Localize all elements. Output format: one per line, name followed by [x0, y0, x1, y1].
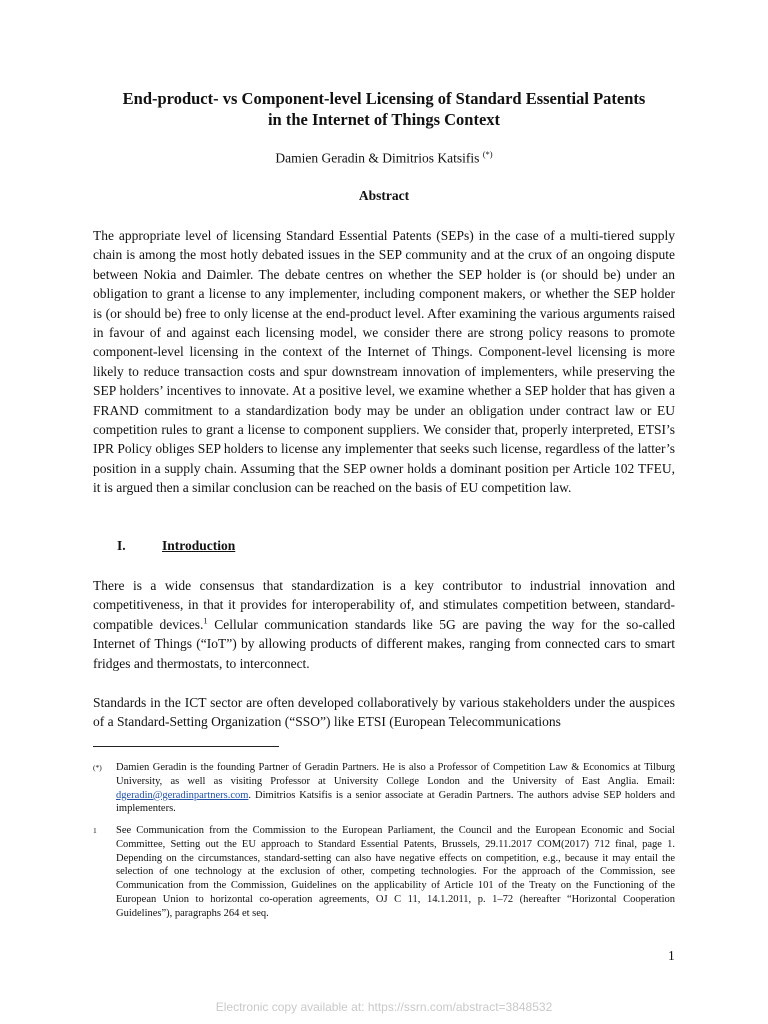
- section-title: Introduction: [162, 538, 236, 553]
- page-number: 1: [668, 948, 675, 963]
- footnote-author-text-b: . Dimitrios Katsifis is a senior associate at Geradin Partners. The authors advise SEP holders and implementers.: [116, 789, 675, 815]
- title-line-2: in the Internet of Things Context: [267, 110, 501, 129]
- ssrn-watermark: Electronic copy available at: https://ssrn.com/abstract=3848532: [215, 1000, 553, 1014]
- footnote-divider: [93, 746, 279, 747]
- footnote-author: [93, 761, 675, 816]
- paper-title: [60, 88, 708, 130]
- intro-p1-text-a: There is a wide consensus that standardization is a key contributor to industrial innovation and competitiveness, in that it provides for interoperability of, and stimulates competition between, standard-compatible devices.: [93, 578, 675, 632]
- author-line: [0, 149, 768, 167]
- intro-paragraph-1: [93, 576, 675, 673]
- footnote-author-text-a: Damien Geradin is the founding Partner of Geradin Partners. He is also a Professor of Competition Law & Economics at Tilburg University, as well as visiting Professor at University College London and the University of East Anglia. Email:: [116, 762, 675, 787]
- intro-paragraph-2: Standards in the ICT sector are often developed collaboratively by various stakeholders under the auspices of a Standard-Setting Organization (“SSO”) like ETSI (European Telecommunications: [93, 695, 675, 730]
- author-footnote-mark[interactable]: (*): [482, 149, 493, 159]
- section-heading: [117, 538, 235, 554]
- footnote-author-mark: (*): [93, 763, 102, 772]
- title-line-1: End-product- vs Component-level Licensing of Standard Essential Patents: [122, 89, 646, 108]
- footnote-1-text: See Communication from the Commission to the European Parliament, the Council and the European Economic and Social Committee, Setting out the EU approach to Standard Essential Patents, Brussels, 29.11.2017 COM(2017) 712 final, page 1. Depending on the circumstances, standard-setting can also have negative effects on competition, e.g., because it may entail the selection of one technology at the exclusion of other, competing technologies. For the approach of the Commission, see Communication from the Commission, Guidelines on the applicability of Article 101 of the Treaty on the Functioning of the European Union to horizontal co-operation agreements, OJ C 11, 14.1.2011, p. 1–72 (hereafter “Horizontal Cooperation Guidelines”), paragraphs 264 et seq.: [116, 825, 675, 919]
- footnote-ref-1[interactable]: 1: [203, 615, 208, 626]
- footnote-1-mark: 1: [93, 826, 97, 835]
- footnote-1: [93, 824, 675, 921]
- footnote-author-body: [116, 761, 675, 816]
- abstract-heading: Abstract: [358, 188, 410, 203]
- abstract-text: The appropriate level of licensing Standard Essential Patents (SEPs) in the case of a multi-tiered supply chain is among the most hotly debated issues in the SEP community and at the crux of an ongoing dispute between Nokia and Daimler. The debate centres on whether the SEP holder is (or should be) under an obligation to grant a license to any implementer, including component makers, or whether the SEP holder is (or should be) free to only license at the end-product level. After examining the various arguments raised in favour of and against each licensing model, we consider there are strong policy reasons to promote component-level licensing in the context of the Internet of Things. Component-level licensing is more likely to reduce transaction costs and spur downstream innovation of implementers, while preserving the SEP holders’ incentives to innovate. At a positive level, we examine whether a SEP holder that has given a FRAND commitment to a standardization body may be under an obligation under contract law or EU competition rules to grant a license to component suppliers. We consider that, properly interpreted, ETSI’s IPR Policy obliges SEP holders to license any implementer that seeks such license, regardless of the latter’s position in a supply chain. Assuming that the SEP owner holds a dominant position per Article 102 TFEU, it is argued then a similar conclusion can be reached on the basis of EU competition law.: [93, 228, 675, 496]
- email-link[interactable]: dgeradin@geradinpartners.com: [116, 789, 249, 801]
- intro-p1-text-b: Cellular communication standards like 5G are paving the way for the so-called Internet of Things (“IoT”) by allowing products of different makes, ranging from connected cars to smart fridges and thermostats, to interconnect.: [93, 616, 675, 671]
- author-names: Damien Geradin & Dimitrios Katsifis: [275, 150, 480, 166]
- section-number: I.: [117, 538, 126, 553]
